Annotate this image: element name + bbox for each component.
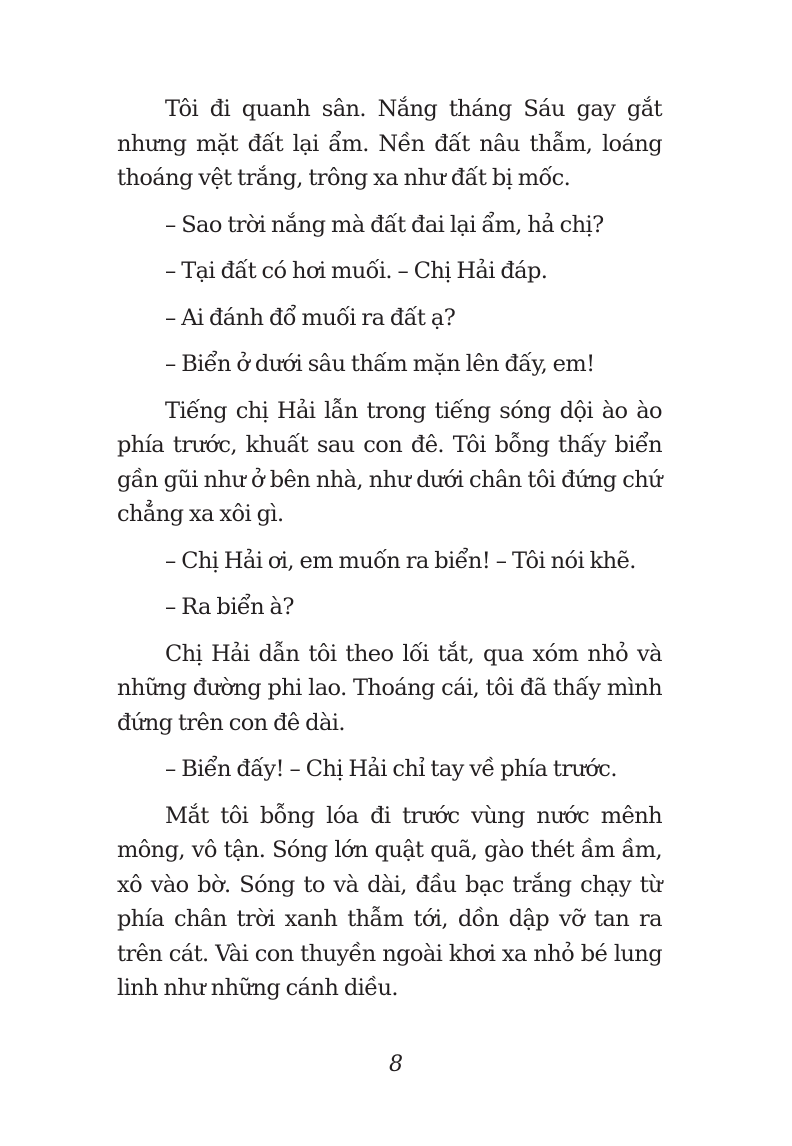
dialog-line: – Sao trời nắng mà đất đai lại ẩm, hả chị? bbox=[165, 211, 604, 238]
dialog-line: – Chị Hải ơi, em muốn ra biển! – Tôi nói khẽ. bbox=[165, 547, 636, 574]
dialog-line: – Ra biển à? bbox=[165, 594, 294, 620]
paragraph-narration: Mắt tôi bỗng lóa đi trước vùng nước mênh mông, vô tận. Sóng lớn quật quã, gào thét ầm ầm, xô vào bờ. Sóng to và dài, đầu bạc trắng chạy từ phía chân trời xanh thẫm tới, dồn dập vỡ tan ra trên cát. Vài con thuyền ngoài khơi xa nhỏ bé lung linh như những cánh diều. bbox=[117, 802, 662, 1001]
paragraph-narration: Chị Hải dẫn tôi theo lối tắt, qua xóm nhỏ và những đường phi lao. Thoáng cái, tôi đã thấy mình đứng trên con đê dài. bbox=[117, 640, 662, 736]
paragraph-narration: Tôi đi quanh sân. Nắng tháng Sáu gay gắt nhưng mặt đất lại ẩm. Nền đất nâu thẫm, loáng thoáng vệt trắng, trông xa như đất bị mốc. bbox=[117, 96, 662, 191]
dialog-line: – Biển ở dưới sâu thấm mặn lên đấy, em! bbox=[165, 351, 595, 377]
dialog-line: – Ai đánh đổ muối ra đất ạ? bbox=[165, 304, 456, 331]
paragraph-narration: Tiếng chị Hải lẫn trong tiếng sóng dội ào ào phía trước, khuất sau con đê. Tôi bỗng thấy biển gần gũi như ở bên nhà, như dưới chân tôi đứng chứ chẳng xa xôi gì. bbox=[117, 397, 662, 527]
page-body bbox=[117, 92, 662, 1018]
dialog-line: – Tại đất có hơi muối. – Chị Hải đáp. bbox=[165, 258, 548, 284]
dialog-line: – Biển đấy! – Chị Hải chỉ tay về phía trước. bbox=[165, 756, 617, 782]
page-number: 8 bbox=[389, 1052, 403, 1077]
